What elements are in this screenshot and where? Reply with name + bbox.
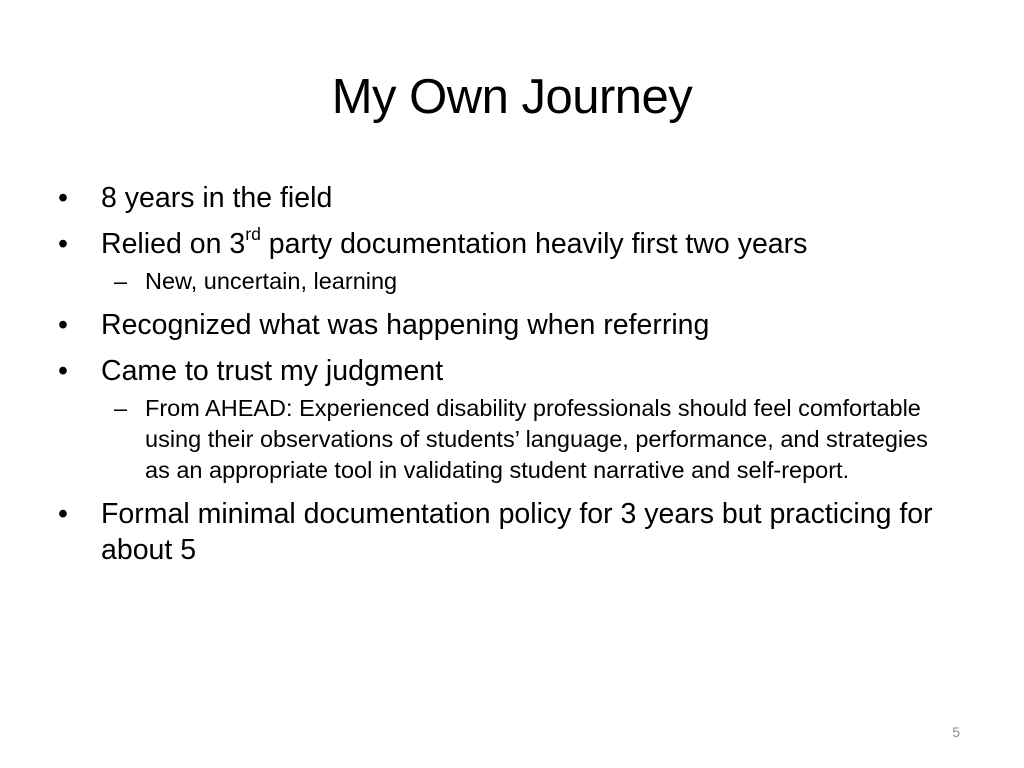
bullet-icon: •: [58, 498, 68, 530]
bullet-item: [58, 307, 958, 343]
slide-title: My Own Journey: [331, 70, 693, 124]
bullet-text: [101, 223, 808, 260]
bullet-item: [58, 223, 958, 262]
dash-icon: –: [114, 268, 128, 294]
sub-bullet-item: [58, 266, 958, 297]
bullet-text-part: Relied on 3: [101, 228, 246, 260]
sub-bullet-item: [58, 393, 958, 486]
bullet-item: [58, 353, 958, 389]
bullet-icon: •: [58, 355, 68, 387]
dash-icon: –: [114, 395, 128, 421]
bullet-icon: •: [58, 309, 68, 341]
bullet-text: Recognized what was happening when referring: [101, 309, 710, 341]
bullet-item: [58, 496, 958, 568]
sub-bullet-text: From AHEAD: Experienced disability professionals should feel comfortable using their observations of students’ language, performance, and strategies as an appropriate tool in validating student narrative and self-report.: [145, 395, 928, 483]
sub-bullet-text: New, uncertain, learning: [145, 268, 398, 294]
bullet-text: 8 years in the field: [101, 182, 333, 214]
bullet-icon: •: [58, 182, 68, 214]
bullet-icon: •: [58, 228, 68, 260]
bullet-text-part: party documentation heavily first two years: [260, 228, 808, 260]
bullet-text: Formal minimal documentation policy for 3 years but practicing for about 5: [101, 498, 933, 566]
bullet-item: [58, 180, 958, 216]
superscript: rd: [245, 223, 261, 244]
slide-content: [58, 180, 958, 568]
bullet-text: Came to trust my judgment: [101, 355, 444, 387]
slide-number: 5: [952, 724, 960, 740]
